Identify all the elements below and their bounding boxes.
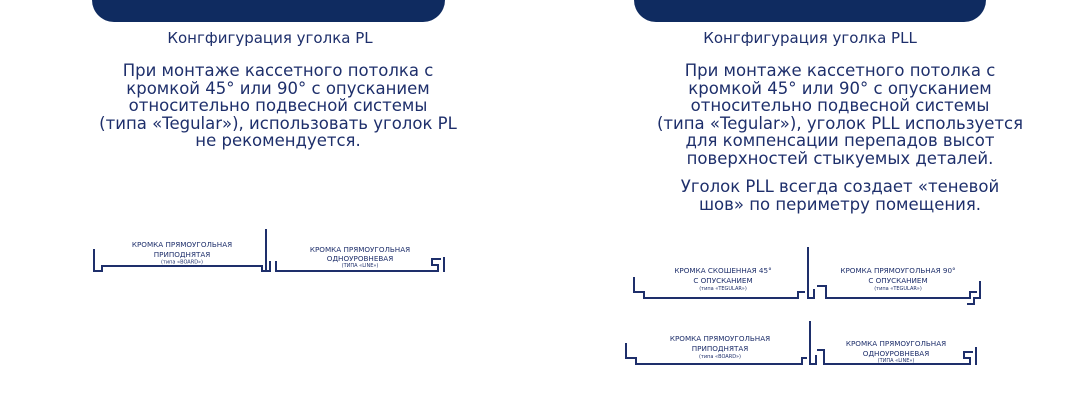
diagram-label: КРОМКА ПРЯМОУГОЛЬНАЯ: [309, 245, 411, 254]
diagram-label: КРОМКА ПРЯМОУГОЛЬНАЯ: [131, 240, 233, 249]
diagram-label: КРОМКА ПРЯМОУГОЛЬНАЯ: [669, 334, 771, 343]
diagram-label: ПРИПОДНЯТАЯ: [153, 250, 211, 259]
text-line: относительно подвесной системы: [128, 96, 428, 115]
diagram-tegular-45-edge: [634, 248, 814, 298]
diagram-label: КРОМКА СКОШЕННАЯ 45°: [674, 266, 772, 275]
diagram-tegular-90-edge: [818, 266, 980, 304]
panel-heading: Конгфигурация уголка PL: [167, 29, 373, 47]
diagram-label: КРОМКА ПРЯМОУГОЛЬНАЯ: [845, 339, 947, 348]
diagram-label: ОДНОУРОВНЕВАЯ: [326, 254, 394, 263]
diagram-board-edge: [626, 322, 816, 364]
diagram-line-edge: [276, 245, 444, 271]
text-line: для компенсации перепадов высот: [685, 131, 995, 150]
diagram-line-edge: [818, 339, 976, 364]
diagram-board-edge: [94, 230, 270, 271]
diagram-sublabel: (ТИПА «LINE»): [341, 263, 379, 269]
text-line: кромкой 45° или 90° с опусканием: [126, 78, 430, 98]
text-line: шов» по периметру помещения.: [698, 194, 982, 214]
right-panel: [540, 0, 1080, 400]
text-line: При монтаже кассетного потолка с: [684, 61, 996, 80]
diagram-sublabel: (типа «BOARD»): [161, 259, 203, 266]
diagram-sublabel: (типа «TEGULAR»): [699, 286, 747, 292]
text-line: Уголок PLL всегда создает «теневой: [680, 177, 1000, 196]
diagram-label: ПРИПОДНЯТАЯ: [691, 344, 749, 353]
text-line: не рекомендуется.: [195, 131, 361, 150]
diagram-sublabel: (ТИПА «LINE»): [877, 358, 915, 364]
text-line: При монтаже кассетного потолка с: [122, 61, 434, 80]
panel-heading: Конгфигурация уголка PLL: [703, 29, 917, 47]
diagram-label: ОДНОУРОВНЕВАЯ: [862, 349, 930, 358]
diagram-label: С ОПУСКАНИЕМ: [868, 276, 928, 285]
text-line: поверхностей стыкуемых деталей.: [686, 148, 994, 168]
text-line: (типа «Tegular»), уголок PLL используется: [656, 113, 1024, 133]
right-profile-diagrams: [540, 0, 1080, 400]
diagram-label: С ОПУСКАНИЕМ: [693, 276, 753, 285]
diagram-sublabel: (типа «BOARD»): [699, 354, 741, 360]
text-line: кромкой 45° или 90° с опусканием: [688, 78, 992, 98]
text-line: относительно подвесной системы: [690, 96, 990, 115]
diagram-label: КРОМКА ПРЯМОУГОЛЬНАЯ 90°: [840, 266, 956, 275]
text-line: (типа «Tegular»), использовать уголок PL: [99, 113, 457, 133]
diagram-sublabel: (типа «TEGULAR»): [874, 286, 922, 292]
